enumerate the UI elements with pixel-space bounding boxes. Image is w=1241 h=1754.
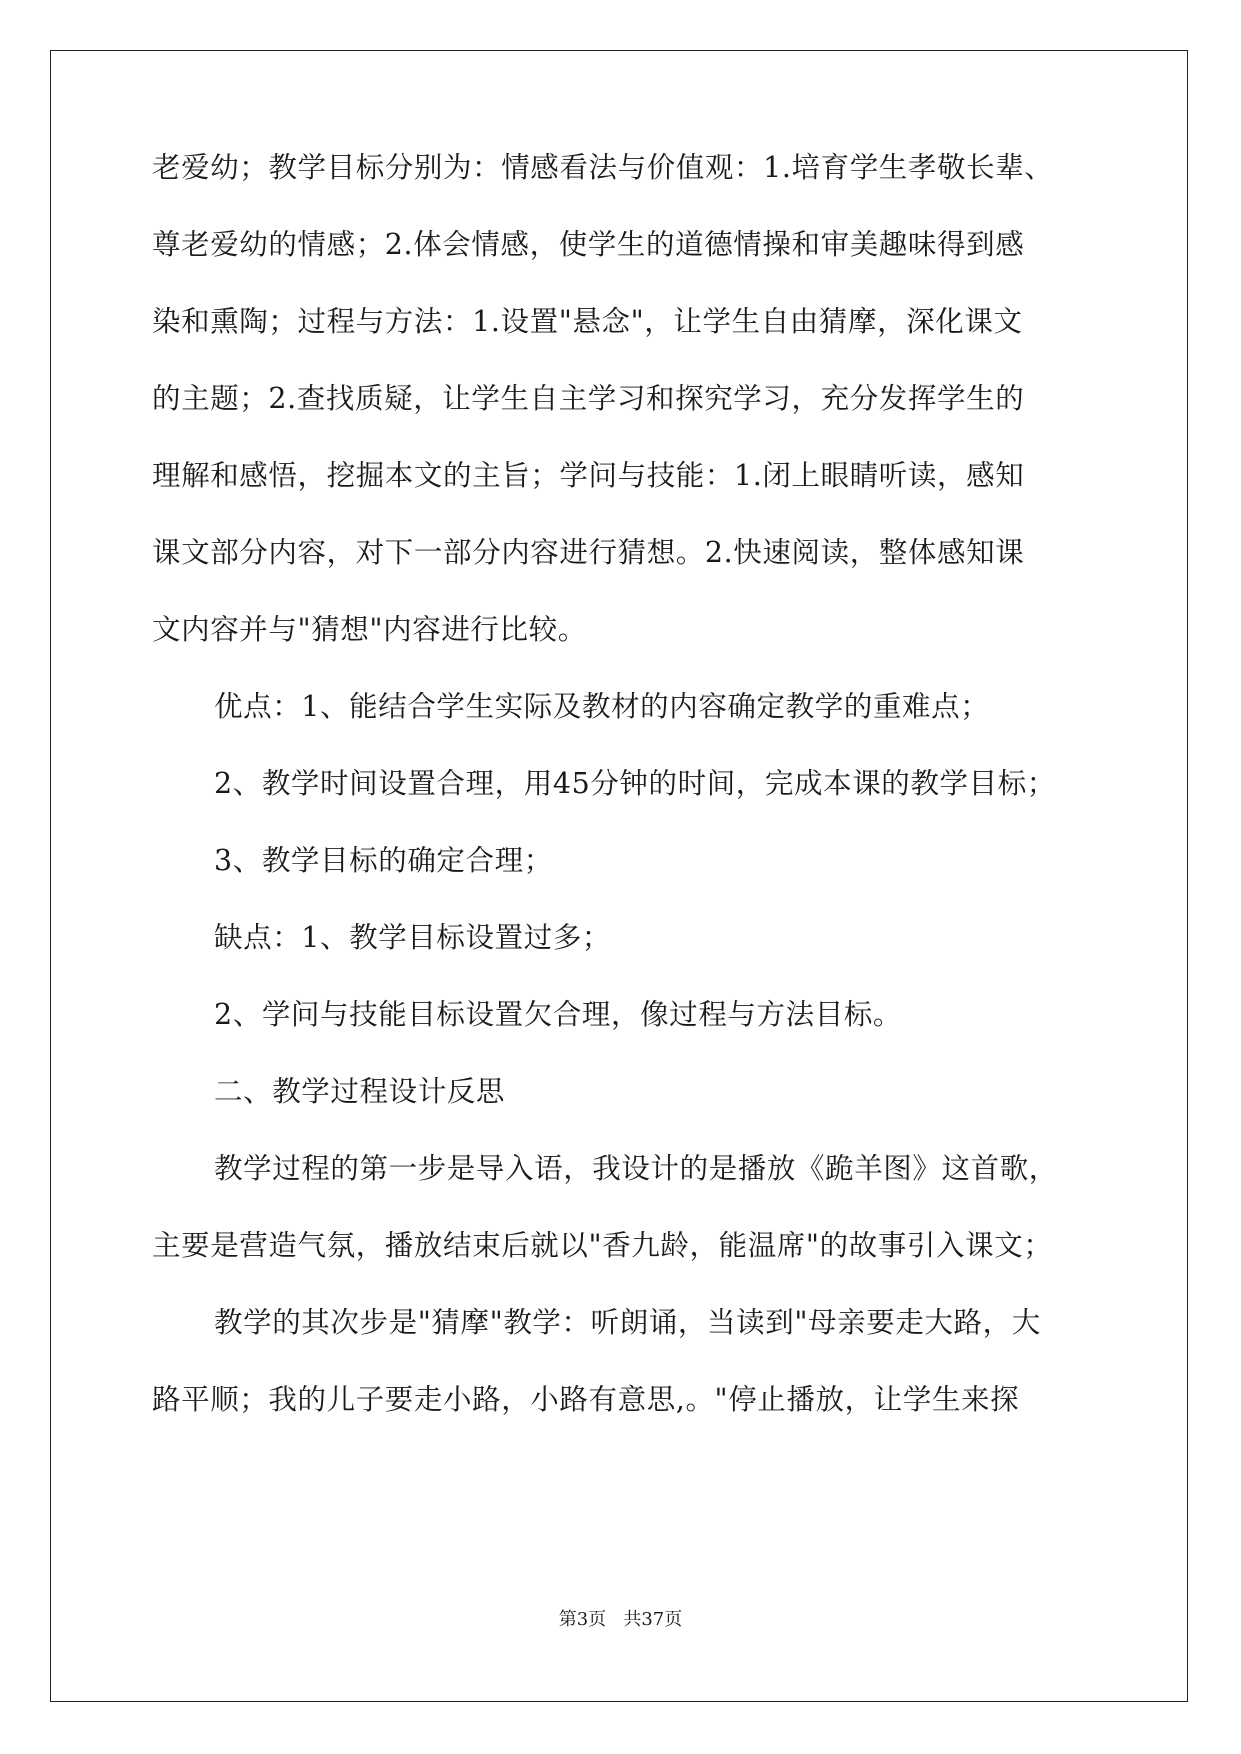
- body-line: 路平顺；我的儿子要走小路，小路有意思,。"停止播放，让学生来探: [152, 1383, 1020, 1416]
- body-line: 的主题；2.查找质疑，让学生自主学习和探究学习，充分发挥学生的: [152, 382, 1025, 415]
- paragraph-line: 优点：1、能结合学生实际及教材的内容确定教学的重难点；: [214, 690, 990, 723]
- body-line: 尊老爱幼的情感；2.体会情感，使学生的道德情操和审美趣味得到感: [152, 228, 1025, 261]
- paragraph-line: 教学过程的第一步是导入语，我设计的是播放《跪羊图》这首歌，: [214, 1152, 1058, 1185]
- paragraph-line: 缺点：1、教学目标设置过多；: [214, 921, 612, 954]
- section-heading: 二、教学过程设计反思: [214, 1075, 506, 1108]
- body-line: 主要是营造气氛，播放结束后就以"香九龄，能温席"的故事引入课文；: [152, 1229, 1053, 1262]
- body-line: 老爱幼；教学目标分别为：情感看法与价值观：1.培育学生孝敬长辈、: [152, 151, 1054, 184]
- body-line: 染和熏陶；过程与方法：1.设置"悬念"，让学生自由猜摩，深化课文: [152, 305, 1023, 338]
- paragraph-line: 3、教学目标的确定合理；: [214, 844, 553, 877]
- page-footer: 第3页 共37页: [558, 1609, 683, 1630]
- body-line: 理解和感悟，挖掘本文的主旨；学问与技能：1.闭上眼睛听读，感知: [152, 459, 1025, 492]
- paragraph-line: 2、教学时间设置合理，用45分钟的时间，完成本课的教学目标；: [214, 767, 1056, 800]
- body-line: 文内容并与"猜想"内容进行比较。: [152, 613, 587, 646]
- paragraph-line: 教学的其次步是"猜摩"教学：听朗诵，当读到"母亲要走大路，大: [214, 1306, 1041, 1339]
- paragraph-line: 2、学问与技能目标设置欠合理，像过程与方法目标。: [214, 998, 903, 1031]
- body-line: 课文部分内容，对下一部分内容进行猜想。2.快速阅读，整体感知课: [152, 536, 1025, 569]
